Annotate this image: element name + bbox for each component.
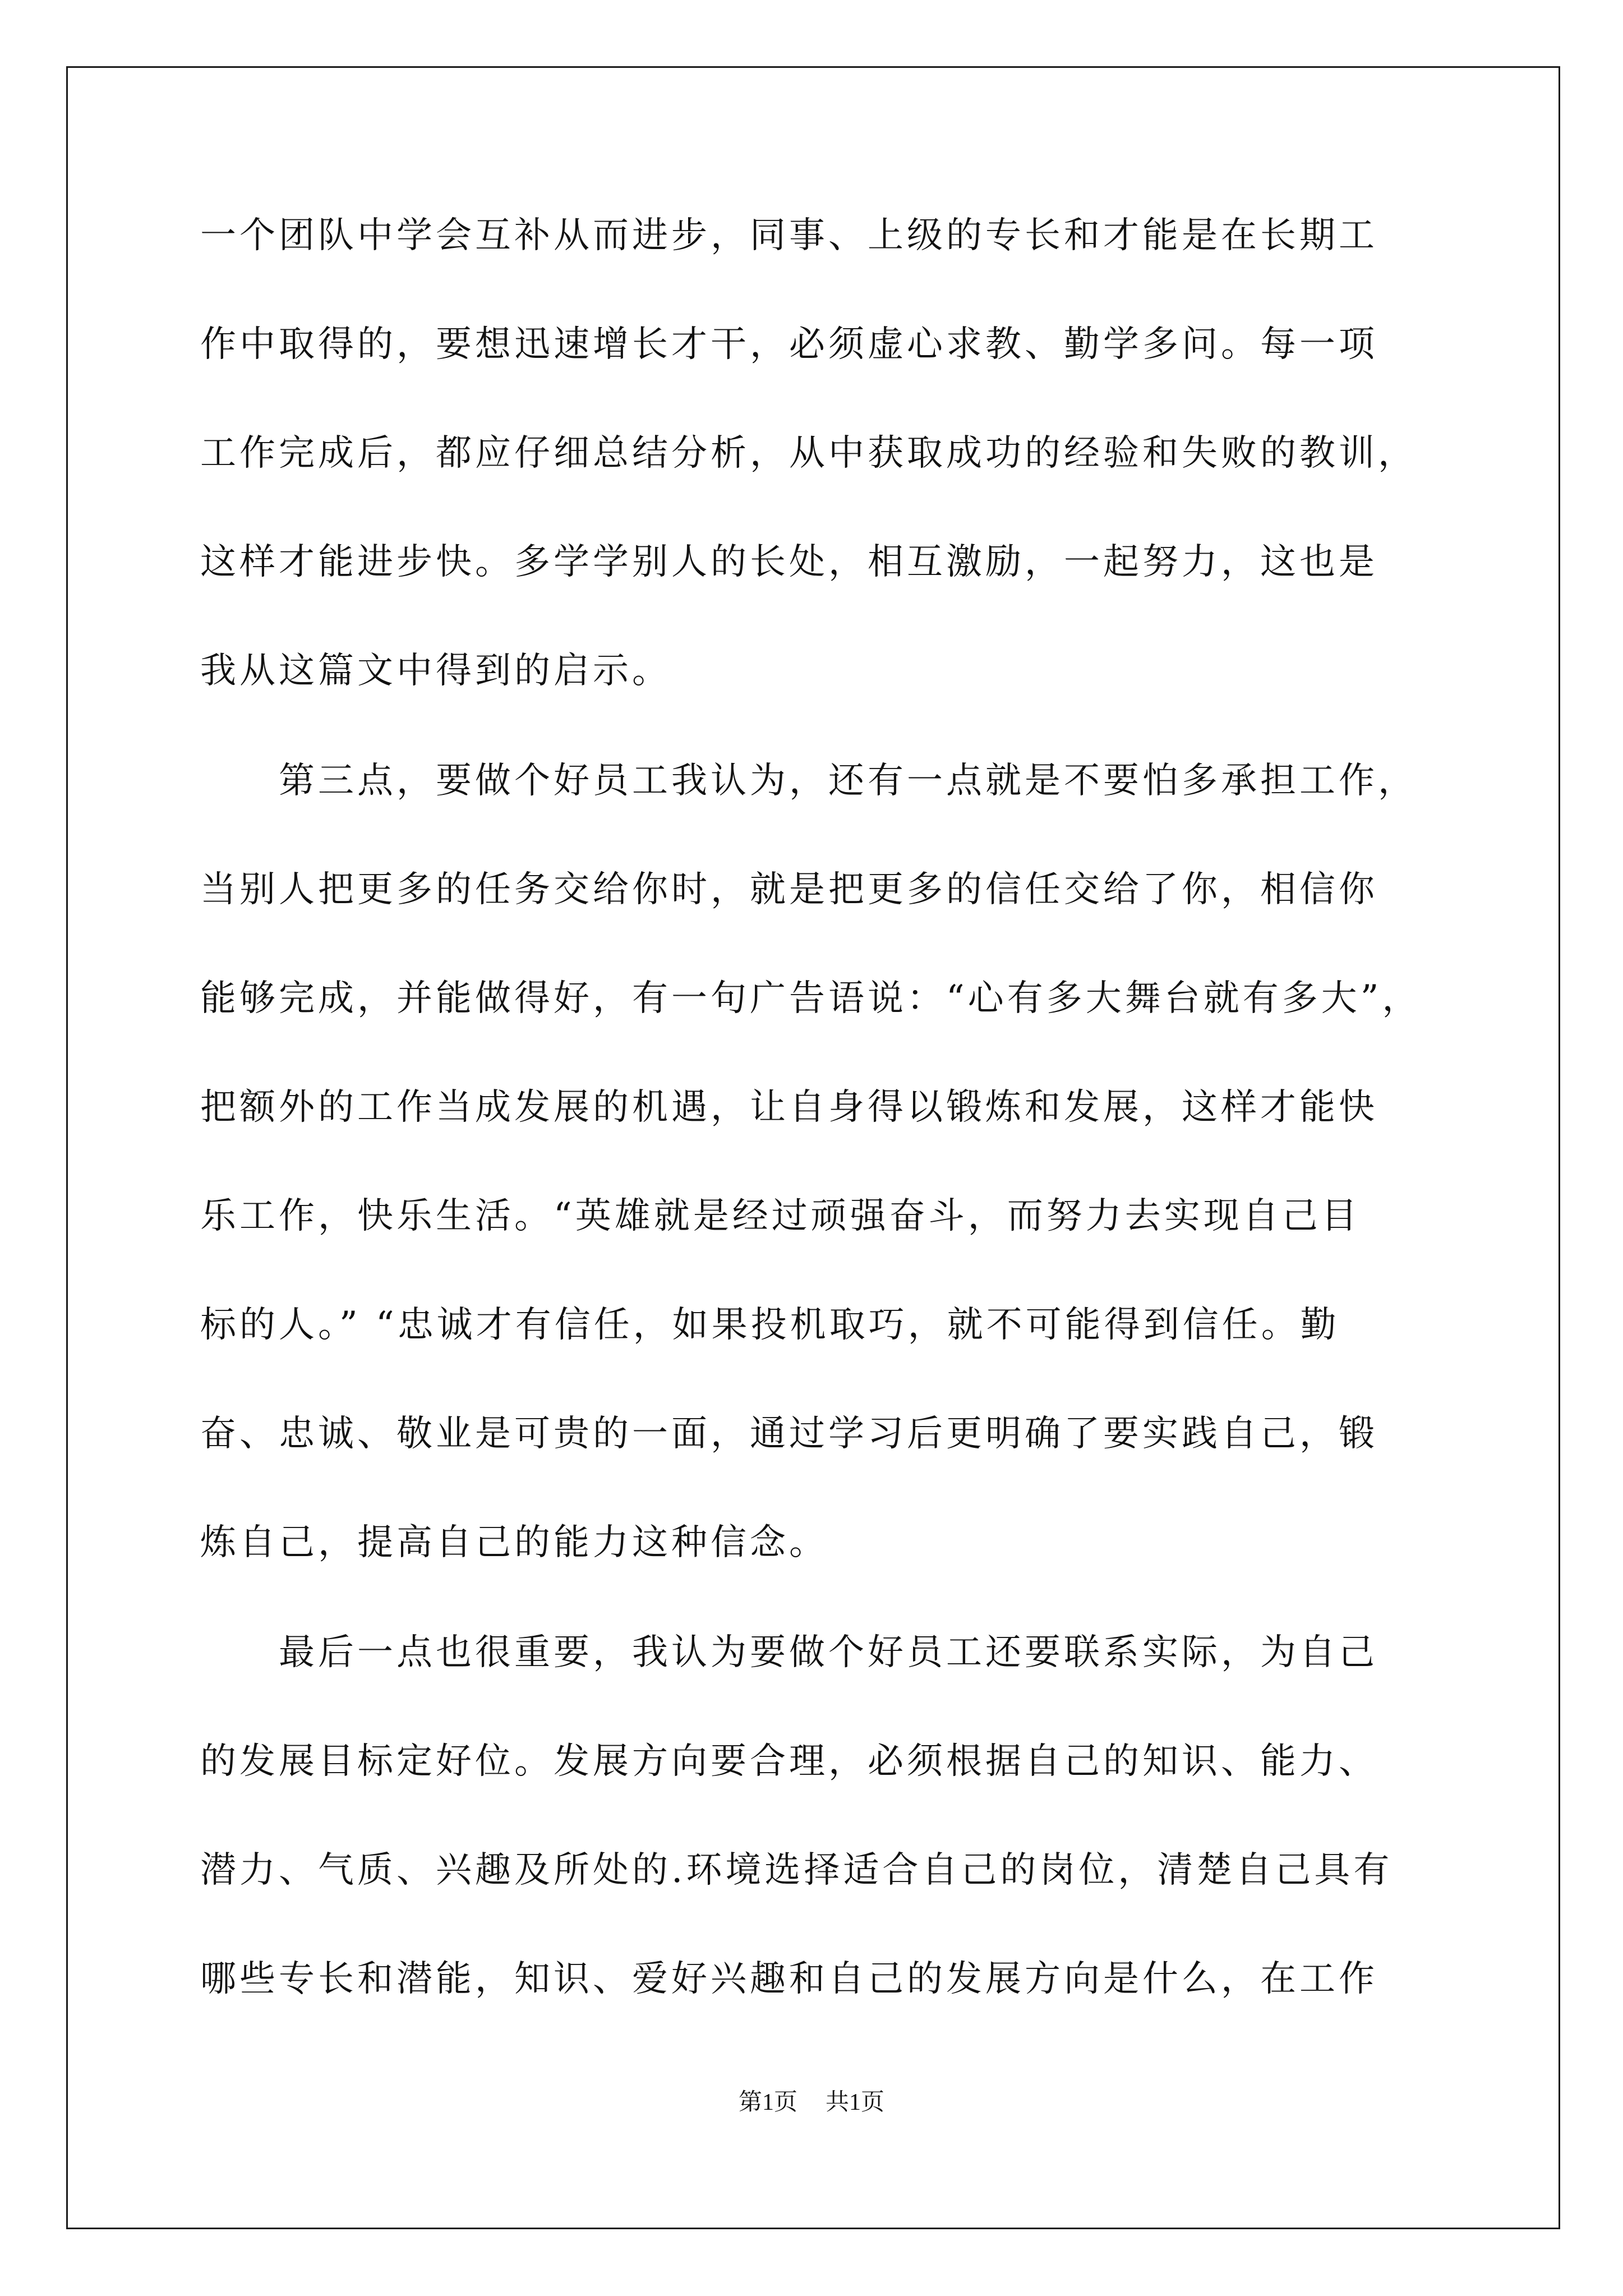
text-line: 能够完成，并能做得好，有一句广告语说：“心有多大舞台就有多大”， <box>200 978 1422 1019</box>
text-line: 这样才能进步快。多学学别人的长处，相互激励，一起努力，这也是 <box>200 541 1378 583</box>
page-footer <box>0 2086 1623 2119</box>
page-total: 共1页 <box>826 2090 885 2115</box>
text-line: 哪些专长和潜能，知识、爱好兴趣和自己的发展方向是什么，在工作 <box>200 1958 1378 2000</box>
text-line: 一个团队中学会互补从而进步，同事、上级的专长和才能是在长期工 <box>200 215 1378 256</box>
page-number: 第1页 <box>738 2090 797 2115</box>
text-line: 工作完成后，都应仔细总结分析，从中获取成功的经验和失败的教训， <box>200 432 1417 474</box>
text-line: 炼自己，提高自己的能力这种信念。 <box>200 1522 828 1563</box>
text-line: 作中取得的，要想迅速增长才干，必须虚心求教、勤学多问。每一项 <box>200 324 1378 365</box>
text-line: 标的人。” “忠诚才有信任，如果投机取巧，就不可能得到信任。勤 <box>200 1304 1340 1346</box>
text-line: 第三点，要做个好员工我认为，还有一点就是不要怕多承担工作， <box>200 760 1417 802</box>
text-line: 把额外的工作当成发展的机遇，让自身得以锻炼和发展，这样才能快 <box>200 1087 1378 1128</box>
text-line: 乐工作，快乐生活。“英雄就是经过顽强奋斗，而努力去实现自己目 <box>200 1195 1361 1237</box>
page-border <box>66 66 1560 2229</box>
text-line: 潜力、气质、兴趣及所处的.环境选择适合自己的岗位，清楚自己具有 <box>200 1849 1393 1891</box>
text-line: 的发展目标定好位。发展方向要合理，必须根据自己的知识、能力、 <box>200 1741 1378 1782</box>
text-line: 我从这篇文中得到的启示。 <box>200 650 671 692</box>
text-line: 奋、忠诚、敬业是可贵的一面，通过学习后更明确了要实践自己，锻 <box>200 1413 1378 1455</box>
text-line: 当别人把更多的任务交给你时，就是把更多的信任交给了你，相信你 <box>200 869 1378 910</box>
text-line: 最后一点也很重要，我认为要做个好员工还要联系实际，为自己 <box>200 1632 1378 1673</box>
